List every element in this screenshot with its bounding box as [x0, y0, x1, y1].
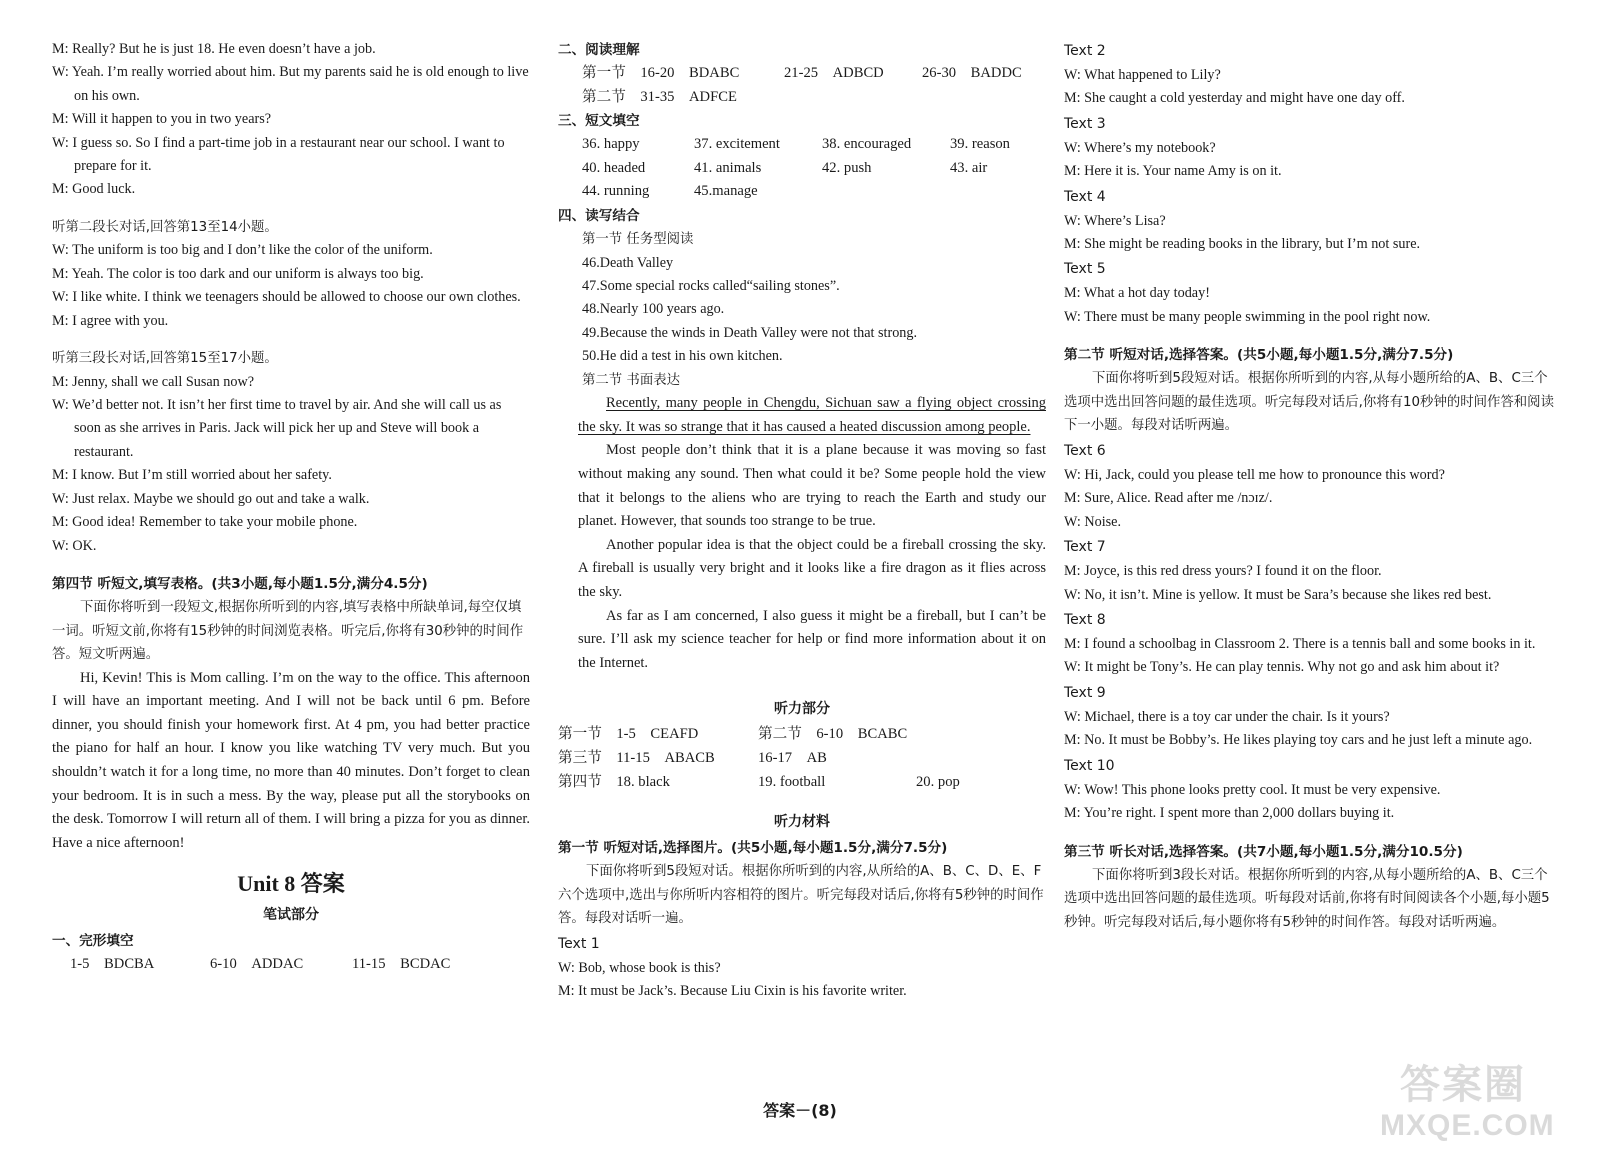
dialog-line: M: Good idea! Remember to take your mobile phone. — [52, 514, 358, 531]
answer-row — [558, 723, 1046, 747]
answer-cell: 19. football — [758, 773, 826, 790]
dialog-line: M: Sure, Alice. Read after me /nɔɪz/. — [1064, 490, 1273, 507]
answer-line: 47.Some special rocks called“sailing stones”. — [582, 277, 840, 294]
answer-cell: 6-10 ADDAC — [210, 956, 304, 973]
left-column — [52, 38, 530, 977]
unit-title: Unit 8 答案 — [237, 871, 345, 897]
dialog-line: W: The uniform is too big and I don’t like the color of the uniform. — [52, 242, 433, 259]
text-label: Text 6 — [1064, 443, 1106, 460]
answer-cell: 11-15 BCDAC — [352, 956, 451, 973]
answer-cell: 26-30 BADDC — [922, 65, 1022, 81]
part-title: 听力部分 — [774, 701, 830, 718]
subsection-heading: 第一节 任务型阅读 — [582, 231, 694, 247]
answer-cell: 21-25 ADBCD — [784, 65, 884, 81]
section-heading: 四、读写结合 — [558, 207, 640, 224]
section-instructions: 下面你将听到5段短对话。根据你所听到的内容,从每小题所给的A、B、C三个选项中选出回答问题的最佳选项。听完每段对话后,你将有10秒钟的时间作答和阅读下一小题。每段对话听两遍。 — [1064, 371, 1554, 434]
section-instructions: 下面你将听到5段短对话。根据你所听到的内容,从所给的A、B、C、D、E、F六个选项中,选出与你所听内容相符的图片。听完每段对话后,你将有5秒钟的时间作答。每段对话听一遍。 — [558, 864, 1044, 927]
dialog-line: W: I like white. I think we teenagers should be allowed to choose our own clothes. — [52, 289, 521, 306]
watermark-bottom: MXQE.COM — [1380, 1109, 1555, 1142]
part-title: 笔试部分 — [263, 907, 319, 924]
answer-cell: 第一节 1-5 CEAFD — [558, 726, 699, 743]
essay-intro-text: Recently, many people in Chengdu, Sichuan saw a flying object crossing the sky. It was so strange that it has caused a heated discussion among people. — [578, 395, 1046, 435]
answer-row — [558, 747, 1046, 771]
essay-paragraph: Another popular idea is that the object could be a fireball crossing the sky. A fireball is usually very bright and it looks like a fire dragon as it flies across the sky. — [578, 536, 1046, 600]
dialog-line: M: She might be reading books in the library, but I’m not sure. — [1064, 236, 1421, 253]
dialog-line: W: Just relax. Maybe we should go out and take a walk. — [52, 490, 370, 507]
dialog-line: M: Good luck. — [52, 181, 136, 198]
answer-row — [558, 157, 1046, 181]
dialog-line: M: I know. But I’m still worried about her safety. — [52, 467, 332, 484]
section-heading: 第一节 听短对话,选择图片。(共5小题,每小题1.5分,满分7.5分) — [558, 840, 948, 857]
text-label: Text 3 — [1064, 115, 1106, 132]
answer-cell: 38. encouraged — [822, 136, 912, 153]
text-label: Text 9 — [1064, 684, 1106, 701]
dialog-line: M: I found a schoolbag in Classroom 2. There is a tennis ball and some books in it. — [1064, 636, 1536, 653]
answer-row — [558, 86, 1046, 110]
watermark-top: 答案圈 — [1400, 1063, 1526, 1107]
answer-cell: 44. running — [582, 183, 650, 200]
answer-cell: 40. headed — [582, 159, 646, 176]
answer-cell: 第二节 6-10 BCABC — [758, 726, 908, 743]
subsection-heading: 第二节 书面表达 — [582, 372, 680, 388]
text-label: Text 8 — [1064, 612, 1106, 629]
answer-cell: 43. air — [950, 159, 988, 176]
dialog-line: W: What happened to Lily? — [1064, 67, 1221, 83]
dialog-line: W: Bob, whose book is this? — [558, 959, 721, 976]
dialog-line: W: Where’s Lisa? — [1064, 212, 1166, 229]
dialog-line: M: Jenny, shall we call Susan now? — [52, 373, 255, 390]
dialog-line: W: Wow! This phone looks pretty cool. It must be very expensive. — [1064, 781, 1441, 798]
dialog-line: M: No. It must be Bobby’s. He likes playing toy cars and he just left a minute ago. — [1064, 732, 1533, 749]
section-heading: 一、完形填空 — [52, 933, 134, 950]
watermark-logo — [1380, 1062, 1580, 1152]
dialog-line: M: It must be Jack’s. Because Liu Cixin is his favorite writer. — [558, 983, 907, 1000]
dialog-line: M: What a hot day today! — [1064, 285, 1210, 302]
section-instructions: 下面你将听到3段长对话。根据你所听到的内容,从每小题所给的A、B、C三个选项中选出回答问题的最佳选项。听每段对话前,你将有时间阅读各个小题,每小题5秒钟。听完每段对话后,每小题你将有5秒钟的时间作答。每段对话听两遍。 — [1064, 867, 1550, 930]
dialog-line: W: Hi, Jack, could you please tell me how to pronounce this word? — [1064, 467, 1445, 484]
answer-cell: 39. reason — [950, 136, 1010, 153]
answer-row — [558, 180, 1046, 204]
answer-cell: 第二节 31-35 ADFCE — [582, 88, 737, 105]
dialog-line: W: OK. — [52, 537, 97, 554]
dialog-line: W: We’d better not. It isn’t her first time to travel by air. And she will call us as soon as she arrives in Paris. Jack will pick her up and Steve will book a restaurant. — [52, 397, 502, 460]
answer-cell: 第四节 18. black — [558, 773, 670, 790]
answer-cell: 42. push — [822, 159, 872, 176]
dialog-line: W: I guess so. So I find a part-time job in a restaurant near our school. I want to prepare for it. — [52, 134, 505, 175]
dialog-intro: 听第二段长对话,回答第13至14小题。 — [52, 219, 278, 235]
answer-row — [52, 953, 530, 977]
dialog-line: M: Really? But he is just 18. He even doesn’t have a job. — [52, 41, 376, 57]
dialog-line: M: Yeah. The color is too dark and our uniform is always too big. — [52, 265, 424, 282]
answer-cell: 第一节 16-20 BDABC — [582, 65, 740, 81]
answer-cell: 第三节 11-15 ABACB — [558, 749, 715, 766]
essay-intro — [558, 392, 1046, 439]
text-label: Text 4 — [1064, 188, 1106, 205]
answer-line: 46.Death Valley — [582, 254, 674, 271]
text-label: Text 2 — [1064, 43, 1106, 59]
right-column — [1064, 38, 1554, 934]
dialog-line: M: Joyce, is this red dress yours? I found it on the floor. — [1064, 563, 1382, 580]
dialog-line: W: Noise. — [1064, 513, 1121, 530]
answer-cell: 16-17 AB — [758, 749, 827, 766]
part-title: 听力材料 — [774, 814, 830, 831]
answer-cell: 41. animals — [694, 159, 762, 176]
answer-cell: 36. happy — [582, 136, 640, 153]
answer-row — [558, 771, 1046, 795]
answer-cell: 1-5 BDCBA — [70, 956, 155, 973]
answer-row — [558, 133, 1046, 157]
answer-cell: 45.manage — [694, 183, 758, 200]
dialog-line: W: No, it isn’t. Mine is yellow. It must be Sara’s because she likes red best. — [1064, 586, 1492, 603]
text-label: Text 7 — [1064, 539, 1106, 556]
middle-column — [558, 38, 1046, 1004]
dialog-intro: 听第三段长对话,回答第15至17小题。 — [52, 351, 278, 367]
answer-line: 49.Because the winds in Death Valley were not that strong. — [582, 324, 918, 341]
section-heading: 二、阅读理解 — [558, 42, 640, 58]
answer-row — [558, 62, 1046, 86]
dialog-line: W: There must be many people swimming in the pool right now. — [1064, 308, 1431, 325]
section-heading: 第二节 听短对话,选择答案。(共5小题,每小题1.5分,满分7.5分) — [1064, 347, 1454, 364]
dialog-line: M: I agree with you. — [52, 312, 169, 329]
answer-cell: 20. pop — [916, 773, 960, 790]
dialog-line: W: It might be Tony’s. He can play tennis. Why not go and ask him about it? — [1064, 659, 1500, 676]
section-instructions: 下面你将听到一段短文,根据你所听到的内容,填写表格中所缺单词,每空仅填一词。听短文前,你将有15秒钟的时间浏览表格。听完后,你将有30秒钟的时间作答。短文听两遍。 — [52, 599, 524, 663]
text-label: Text 5 — [1064, 261, 1106, 278]
section-heading: 第四节 听短文,填写表格。(共3小题,每小题1.5分,满分4.5分) — [52, 575, 428, 592]
section-heading: 三、短文填空 — [558, 113, 640, 130]
page-number: 答案－(8) — [763, 1101, 837, 1120]
dialog-line: W: Where’s my notebook? — [1064, 139, 1216, 156]
answer-cell: 37. excitement — [694, 136, 780, 153]
text-label: Text 10 — [1064, 757, 1115, 774]
dialog-line: W: Michael, there is a toy car under the chair. Is it yours? — [1064, 708, 1390, 725]
essay-paragraph: As far as I am concerned, I also guess it might be a fireball, but I can’t be sure. I’ll ask my science teacher for help or find more information about it on the Internet. — [578, 607, 1046, 671]
dialog-line: M: You’re right. I spent more than 2,000 dollars buying it. — [1064, 805, 1395, 822]
text-label: Text 1 — [558, 935, 600, 952]
dialog-line: M: She caught a cold yesterday and might have one day off. — [1064, 90, 1405, 107]
dialog-line: M: Will it happen to you in two years? — [52, 111, 272, 128]
answer-line: 48.Nearly 100 years ago. — [582, 301, 725, 318]
section-heading: 第三节 听长对话,选择答案。(共7小题,每小题1.5分,满分10.5分) — [1064, 843, 1463, 860]
answer-line: 50.He did a test in his own kitchen. — [582, 348, 783, 365]
dialog-line: M: Here it is. Your name Amy is on it. — [1064, 163, 1282, 180]
dialog-line: W: Yeah. I’m really worried about him. But my parents said he is old enough to live on his own. — [52, 64, 529, 104]
passage: Hi, Kevin! This is Mom calling. I’m on the way to the office. This afternoon I will have an important meeting. And I will not be back until 6 pm. Before dinner, you should finish your homework first. At 4 pm, you had better practice the piano for half an hour. I know you like watching TV very much. But you shouldn’t watch it for a long time, no more than 40 minutes. Don’t forget to clean your bedroom. It is in such a mess. By the way, please put all the storybooks on the desk. Tomorrow I will return all of them. I will bring a pizza for you as dinner. Have a nice afternoon! — [52, 669, 530, 851]
essay-paragraph: Most people don’t think that it is a plane because it was moving so fast without making any sound. Then what could it be? Some people hold the view that it belongs to the aliens who are trying to reach the Earth and study our planet. However, that sounds too strange to be true. — [578, 442, 1046, 530]
